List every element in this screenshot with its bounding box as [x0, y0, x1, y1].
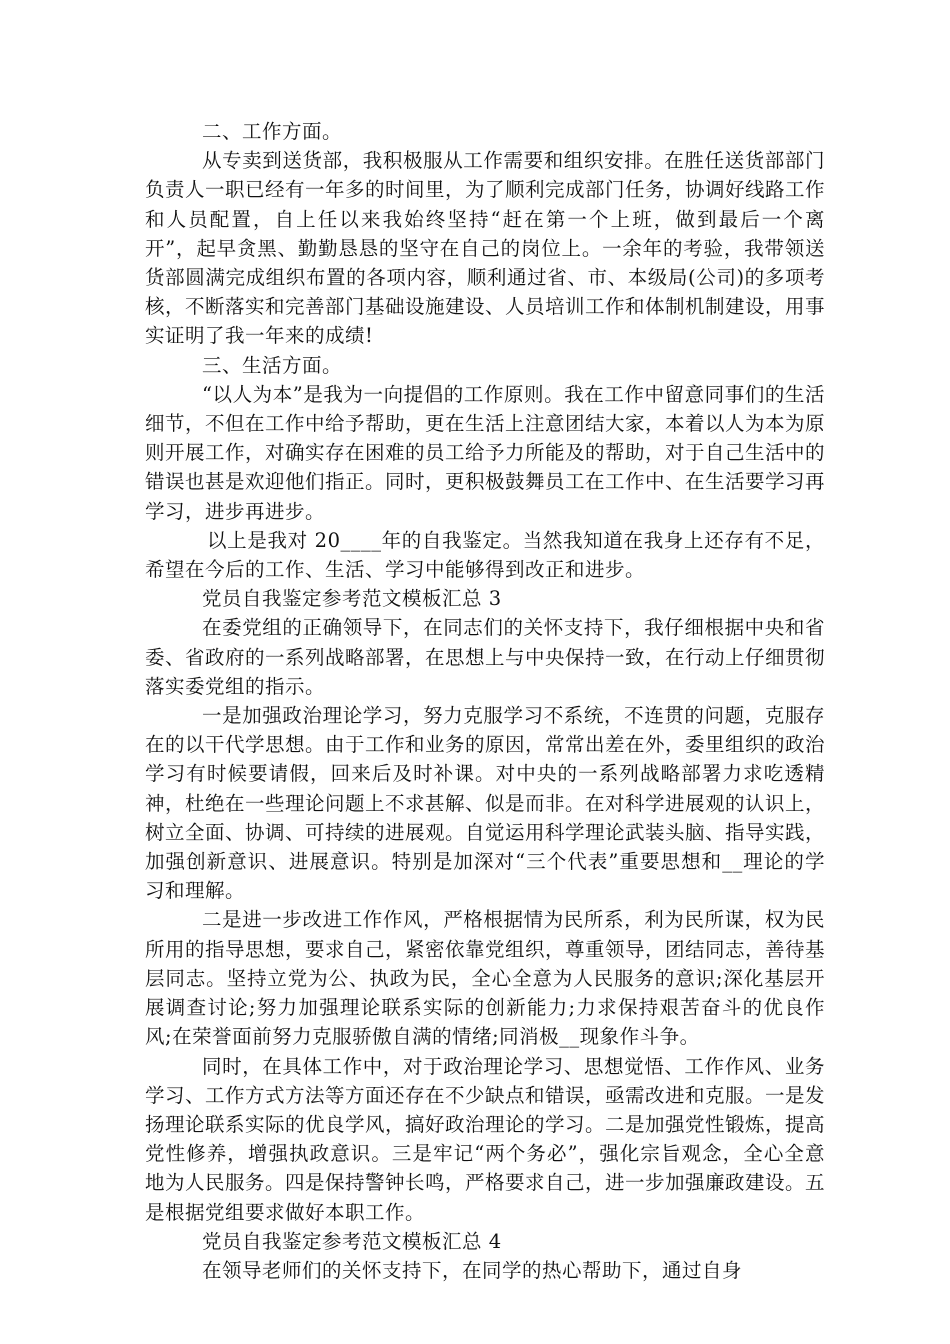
template-title-3: 党员自我鉴定参考范文模板汇总 3 [202, 587, 502, 611]
paragraph-summary: 以上是我对 20____年的自我鉴定。当然我知道在我身上还存有不足，希望在今后的工作、生活、学习中能够得到改正和进步。 [145, 528, 825, 582]
paragraph-point-1: 一是加强政治理论学习，努力克服学习不系统，不连贯的问题，克服存在的以干代学思想。由于工作和业务的原因，常常出差在外，委里组织的政治学习有时候要请假，回来后及时补课。对中央的一系列战略部署力求吃透精神，杜绝在一些理论问题上不求甚解、似是而非。在对科学进展观的认识上，树立全面、协调、可持续的进展观。自觉运用科学理论武装头脑、指导实践，加强创新意识、进展意识。特别是加深对“三个代表”重要思想和__理论的学习和理解。 [145, 704, 826, 903]
section-heading-life: 三、生活方面。 [202, 353, 343, 377]
section-heading-work: 二、工作方面。 [202, 120, 343, 143]
paragraph-shortcomings: 同时，在具体工作中，对于政治理论学习、思想觉悟、工作作风、业务学习、工作方式方法等方面还存在不少缺点和错误，亟需改进和克服。一是发扬理论联系实际的优良学风，搞好政治理论的学习。二是加强党性锻炼，提高党性修养，增强执政意识。三是牢记“两个务必”，强化宗旨观念，全心全意地为人民服务。四是保持警钟长鸣，严格要求自己，进一步加强廉政建设。五是根据党组要求做好本职工作。 [145, 1054, 826, 1224]
paragraph-work-detail: 从专卖到送货部，我积极服从工作需要和组织安排。在胜任送货部部门负责人一职已经有一年多的时间里，为了顺利完成部门任务，协调好线路工作和人员配置，自上任以来我始终坚持“赶在第一个上班，做到最后一个离开”，起早贪黑、勤勤恳恳的坚守在自己的岗位上。一余年的考验，我带领送货部圆满完成组织布置的各项内容，顺利通过省、市、本级局(公司)的多项考核，不断落实和完善部门基础设施建设、人员培训工作和体制机制建设，用事实证明了我一年来的成绩! [145, 149, 826, 348]
paragraph-intro-4: 在领导老师们的关怀支持下，在同学的热心帮助下，通过自身 [202, 1258, 743, 1282]
template-title-4: 党员自我鉴定参考范文模板汇总 4 [202, 1229, 502, 1253]
paragraph-point-2: 二是进一步改进工作作风，严格根据情为民所系，利为民所谋，权为民所用的指导思想，要求自己，紧密依靠党组织，尊重领导，团结同志，善待基层同志。坚持立党为公、执政为民，全心全意为人民服务的意识;深化基层开展调查讨论;努力加强理论联系实际的创新能力;力求保持艰苦奋斗的优良作风;在荣誉面前努力克服骄傲自满的情绪;同消极__现象作斗争。 [145, 908, 826, 1049]
document-page [145, 117, 825, 1285]
paragraph-life-detail: “以人为本”是我为一向提倡的工作原则。我在工作中留意同事们的生活细节，不但在工作中给予帮助，更在生活上注意团结大家，本着以人为本为原则开展工作，对确实存在困难的员工给予力所能及的帮助，对于自己生活中的错误也甚是欢迎他们指正。同时，更积极鼓舞员工在工作中、在生活要学习再学习，进步再进步。 [145, 382, 826, 523]
paragraph-intro-3: 在委党组的正确领导下，在同志们的关怀支持下，我仔细根据中央和省委、省政府的一系列战略部署，在思想上与中央保持一致，在行动上仔细贯彻落实委党组的指示。 [145, 616, 826, 698]
